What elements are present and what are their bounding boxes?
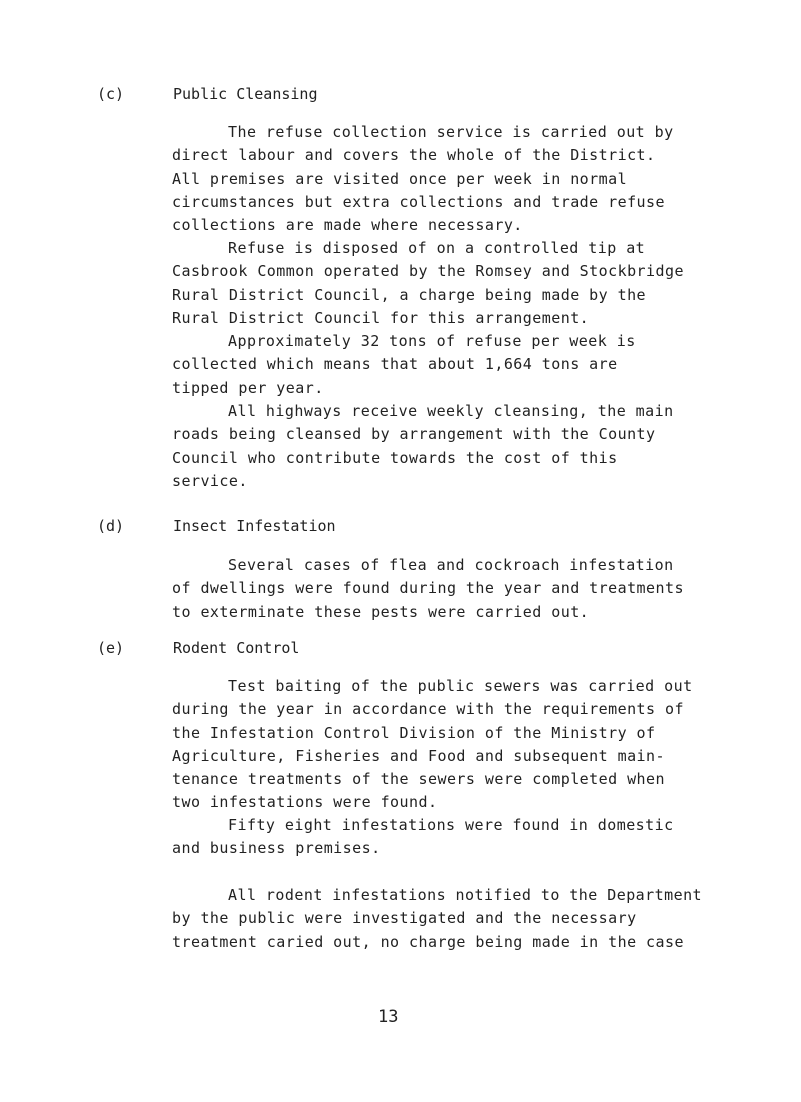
text-line: Council who contribute towards the cost of this: [172, 448, 618, 467]
text-line: Casbrook Common operated by the Romsey and Stockbridge: [172, 262, 684, 281]
text-line: Rural District Council, a charge being made by the: [172, 285, 647, 304]
text-line: treatment caried out, no charge being made in the case: [172, 932, 684, 951]
text-line: Agriculture, Fisheries and Food and subsequent main-: [172, 746, 665, 765]
section-e-paragraph-2: [172, 814, 792, 861]
text-line: Several cases of flea and cockroach infestation: [228, 556, 674, 574]
section-c-paragraph-1: [172, 121, 792, 237]
section-c-paragraph-4: [172, 400, 792, 493]
text-line: roads being cleansed by arrangement with the County: [172, 425, 656, 444]
section-d-heading: Insect Infestation: [173, 517, 336, 535]
text-line: All rodent infestations notified to the Department: [228, 886, 703, 904]
text-line: to exterminate these pests were carried out.: [172, 602, 590, 621]
text-line: service.: [172, 471, 248, 490]
text-line: the Infestation Control Division of the Ministry of: [172, 723, 656, 742]
text-line: Approximately 32 tons of refuse per week is: [228, 332, 636, 350]
text-line: two infestations were found.: [172, 793, 438, 812]
text-line: Fifty eight infestations were found in domestic: [228, 816, 674, 834]
section-e-heading: Rodent Control: [173, 639, 300, 657]
text-line: Rural District Council for this arrangement.: [172, 308, 590, 327]
page-number: 13: [378, 1007, 399, 1027]
section-d-paragraph-1: [172, 554, 792, 624]
section-c-heading: Public Cleansing: [173, 85, 318, 103]
text-line: Test baiting of the public sewers was carried out: [228, 677, 693, 695]
text-line: tipped per year.: [172, 378, 324, 397]
text-line: Refuse is disposed of on a controlled tip at: [228, 239, 646, 257]
text-line: and business premises.: [172, 839, 381, 858]
text-line: All premises are visited once per week in normal: [172, 169, 628, 188]
text-line: The refuse collection service is carried out by: [228, 123, 674, 141]
text-line: circumstances but extra collections and trade refuse: [172, 192, 665, 211]
text-line: collections are made where necessary.: [172, 216, 523, 235]
section-d-label: (d): [97, 517, 125, 535]
section-c-paragraph-3: [172, 330, 792, 400]
text-line: by the public were investigated and the necessary: [172, 909, 637, 928]
section-e-paragraph-1: [172, 675, 792, 815]
section-e-label: (e): [97, 639, 125, 657]
section-e-paragraph-3: [172, 884, 792, 954]
text-line: direct labour and covers the whole of the District.: [172, 146, 656, 165]
text-line: All highways receive weekly cleansing, the main: [228, 402, 674, 420]
section-c-paragraph-2: [172, 237, 792, 330]
section-c-label: (c): [97, 85, 125, 103]
text-line: of dwellings were found during the year and treatments: [172, 579, 684, 598]
text-line: tenance treatments of the sewers were completed when: [172, 770, 665, 789]
text-line: collected which means that about 1,664 tons are: [172, 355, 618, 374]
text-line: during the year in accordance with the requirements of: [172, 700, 684, 719]
